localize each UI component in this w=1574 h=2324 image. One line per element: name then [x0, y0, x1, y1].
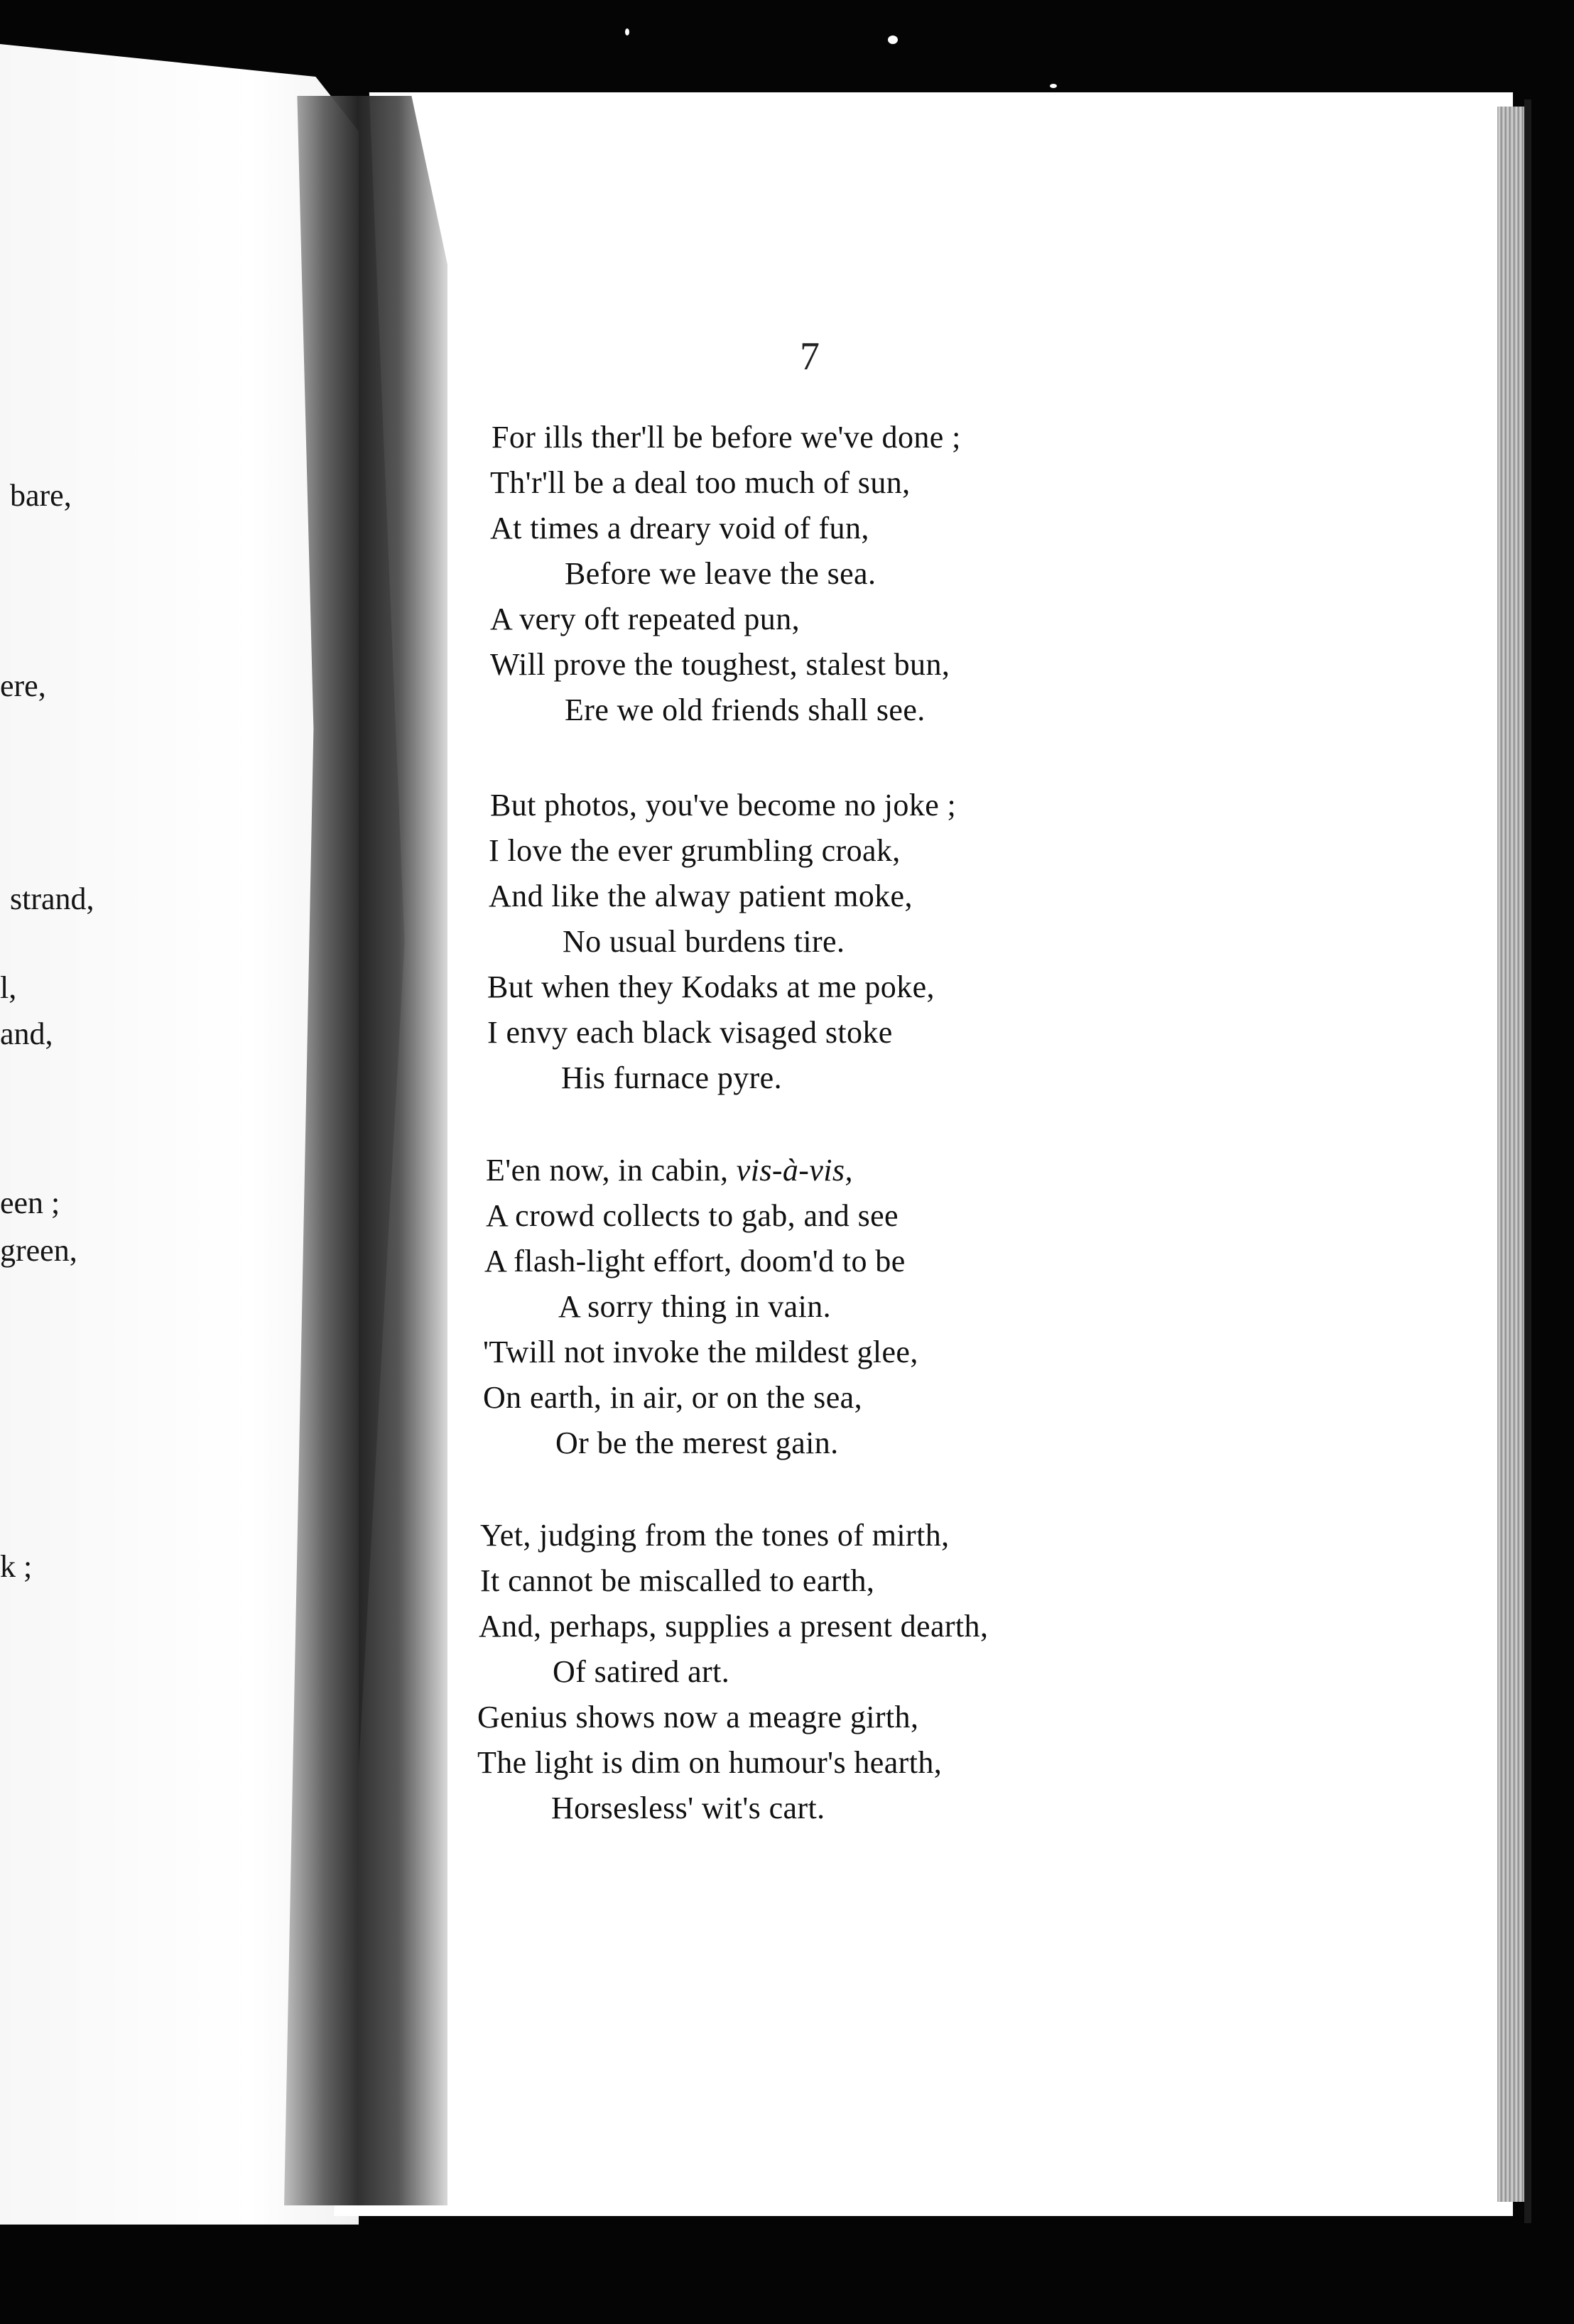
left-page-fragment: green,: [0, 1233, 77, 1268]
verse-line: A flash-light effort, doom'd to be: [484, 1244, 906, 1278]
verse-line: And like the alway patient moke,: [489, 879, 913, 913]
verse-line: Th'r'll be a deal too much of sun,: [490, 465, 911, 500]
left-page-fragment: and,: [0, 1016, 53, 1051]
verse-line: 'Twill not invoke the mildest glee,: [483, 1335, 918, 1369]
verse-line: Ere we old friends shall see.: [565, 693, 926, 727]
verse-line: [486, 1152, 853, 1188]
left-page-fragment: ere,: [0, 668, 46, 703]
verse-line: A crowd collects to gab, and see: [486, 1198, 899, 1233]
verse-line: For ills ther'll be before we've done ;: [492, 420, 961, 455]
verse-line: And, perhaps, supplies a present dearth,: [479, 1609, 989, 1644]
verse-line: Of satired art.: [553, 1654, 730, 1689]
verse-text: E'en now, in cabin,: [486, 1153, 729, 1188]
verse-line: At times a dreary void of fun,: [490, 511, 869, 545]
verse-line: Will prove the toughest, stalest bun,: [490, 647, 950, 682]
verse-line: I envy each black visaged stoke: [487, 1015, 893, 1050]
verse-line: I love the ever grumbling croak,: [489, 833, 901, 868]
left-page-fragment: een ;: [0, 1185, 60, 1220]
verse-line: It cannot be miscalled to earth,: [480, 1563, 875, 1598]
verse-line: No usual burdens tire.: [563, 924, 845, 959]
verse-line: Before we leave the sea.: [565, 556, 876, 591]
verse-line: Genius shows now a meagre girth,: [477, 1700, 919, 1734]
left-page-fragment: bare,: [10, 478, 72, 513]
verse-line: But photos, you've become no joke ;: [490, 788, 957, 822]
left-page-fragment: k ;: [0, 1549, 33, 1584]
verse-line: The light is dim on humour's hearth,: [477, 1745, 943, 1780]
page-number: 7: [800, 335, 820, 379]
verse-line: Or be the merest gain.: [555, 1426, 839, 1460]
verse-line: A sorry thing in vain.: [558, 1289, 832, 1324]
verse-line: Yet, judging from the tones of mirth,: [480, 1518, 950, 1553]
left-page-fragment: l,: [0, 970, 17, 1005]
verse-line: On earth, in air, or on the sea,: [483, 1380, 862, 1415]
verse-line: But when they Kodaks at me poke,: [487, 970, 935, 1004]
left-page-fragment: strand,: [10, 881, 94, 916]
verse-line: His furnace pyre.: [561, 1060, 782, 1095]
verse-line: Horsesless' wit's cart.: [551, 1791, 825, 1825]
verse-line: A very oft repeated pun,: [490, 602, 800, 636]
italic-phrase: vis-à-vis,: [736, 1153, 853, 1188]
